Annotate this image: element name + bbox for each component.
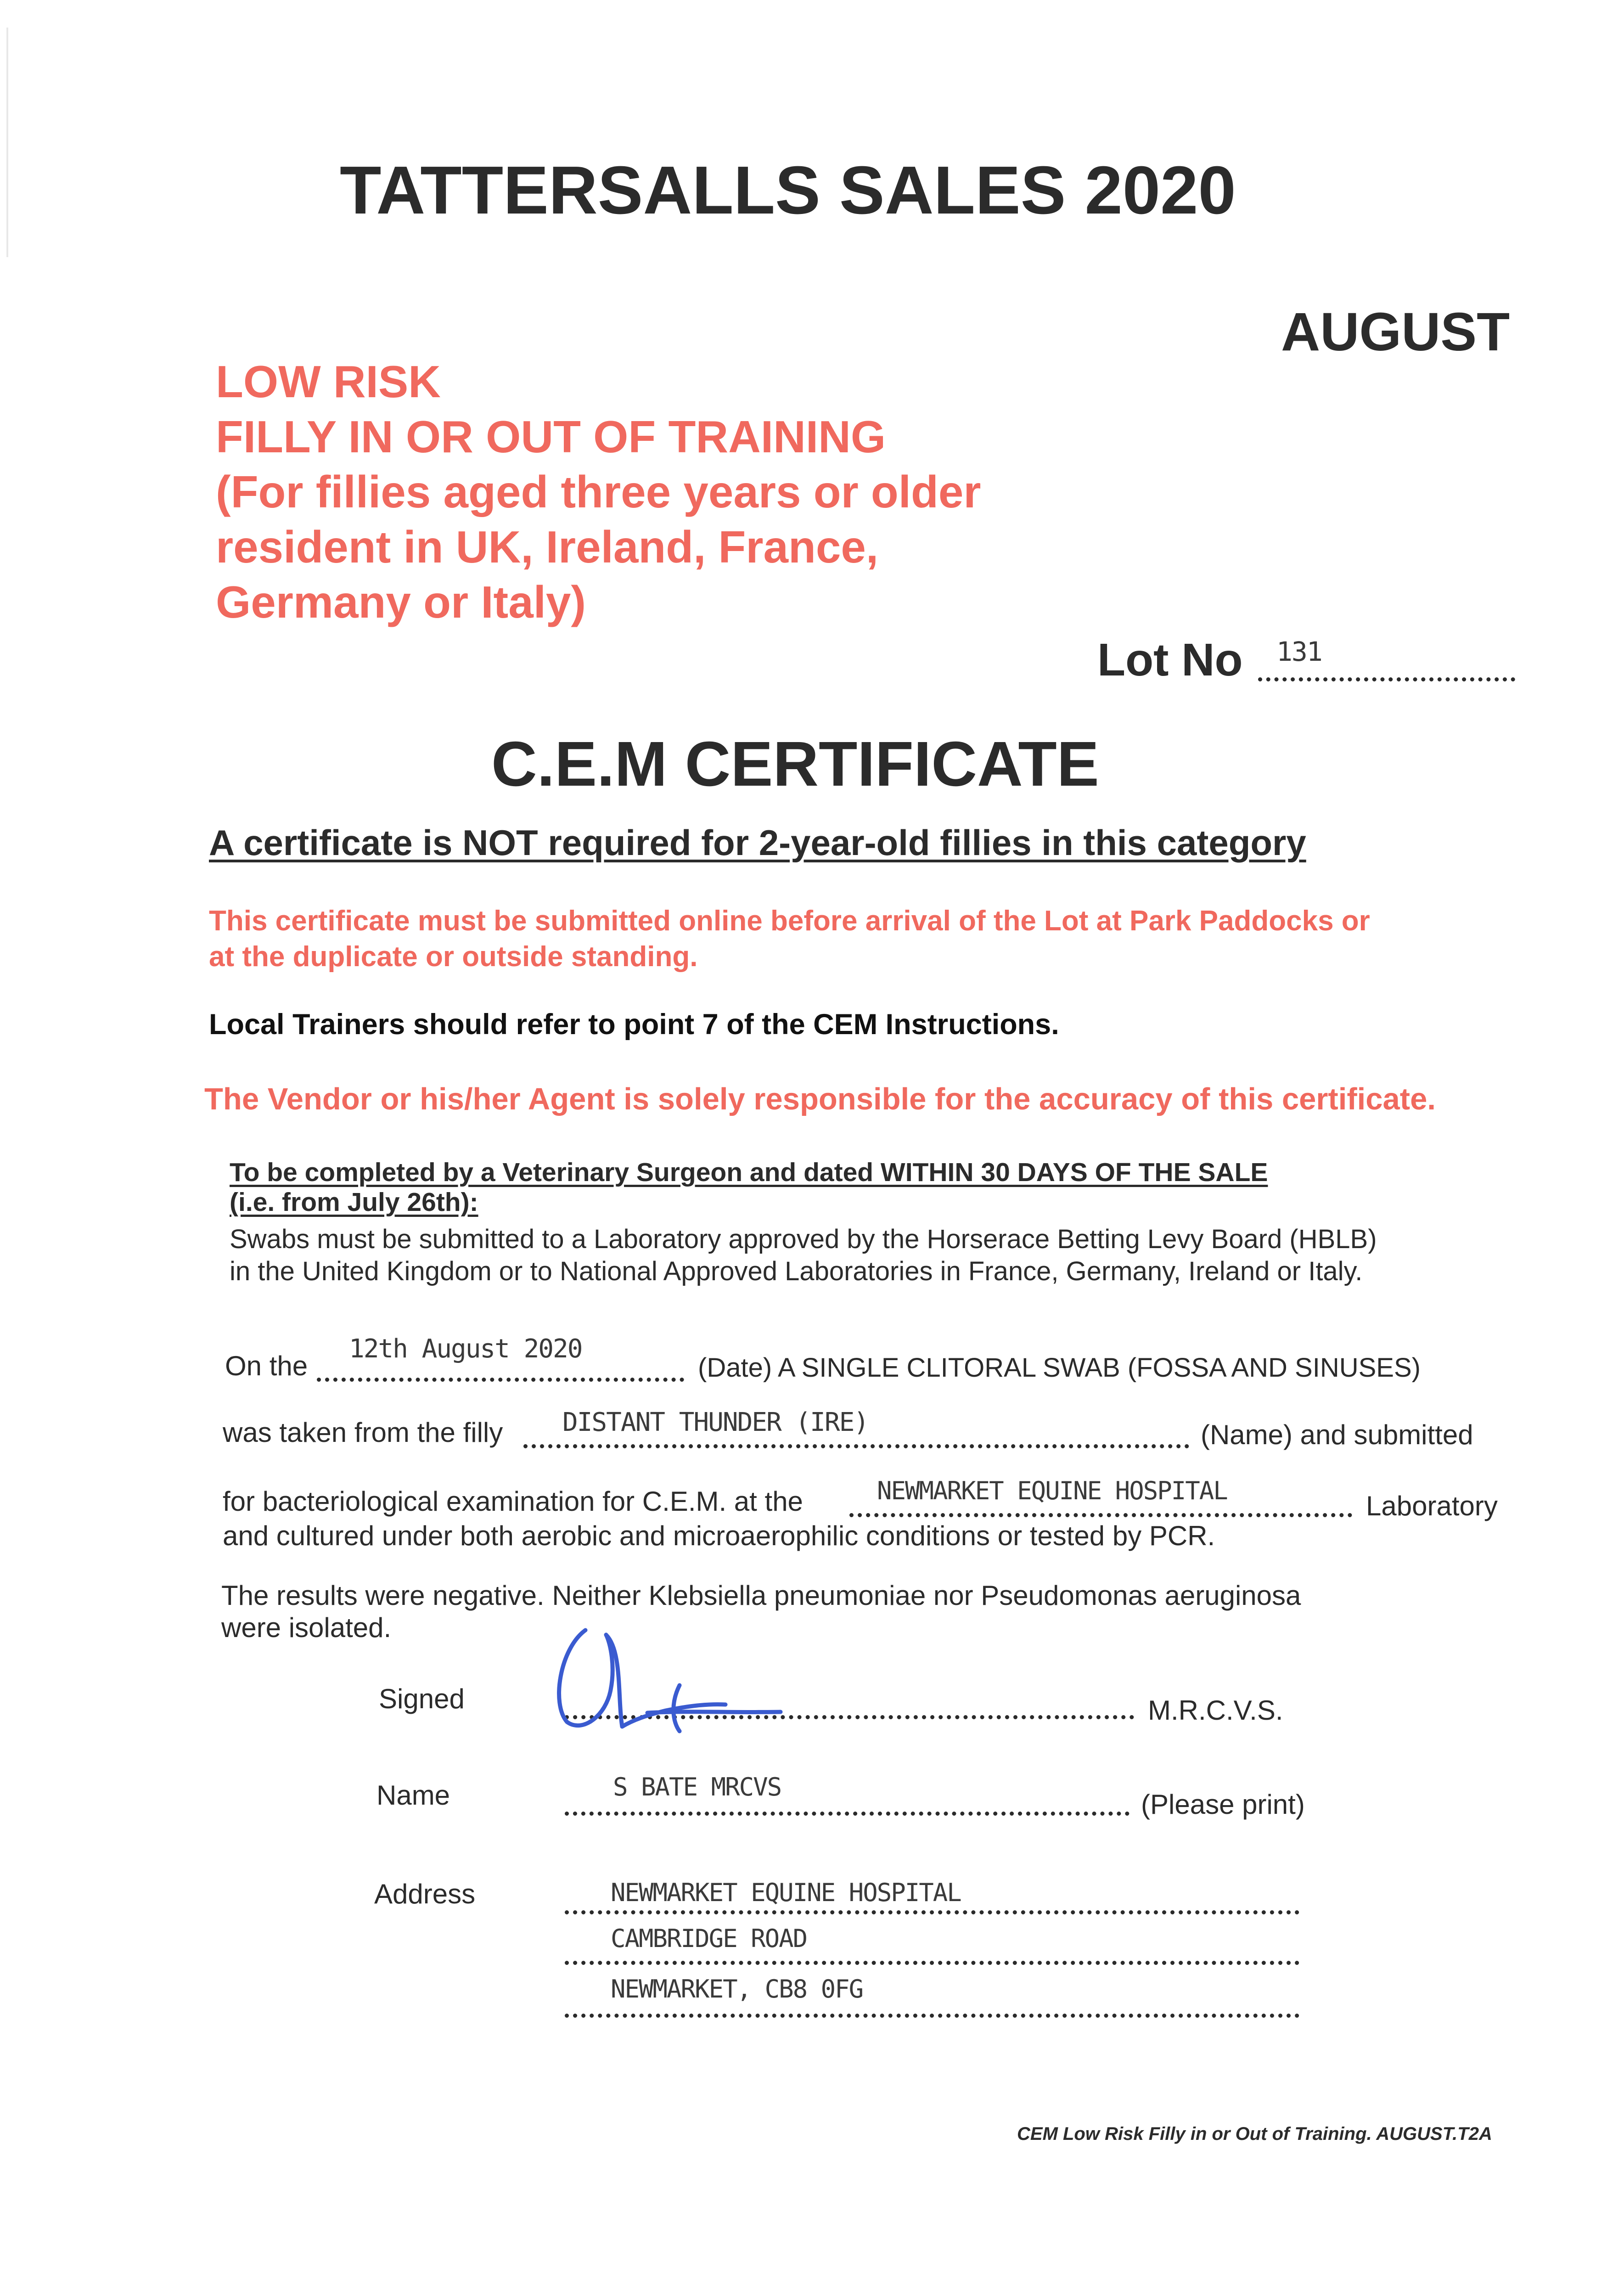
footer-form-reference: CEM Low Risk Filly in or Out of Training. AUGUST.T2A — [1017, 2124, 1492, 2144]
swab-instructions-line-2: in the United Kingdom or to National Approved Laboratories in France, Germany, Ireland or Italy. — [230, 1256, 1363, 1286]
address-line-2-dotted — [565, 1961, 1299, 1965]
lot-number-value: 131 — [1276, 636, 1322, 667]
name-label: Name — [376, 1780, 450, 1811]
address-line-3-dotted — [565, 2014, 1299, 2018]
results-line-1: The results were negative. Neither Klebsiella pneumoniae nor Pseudomonas aeruginosa — [221, 1580, 1301, 1611]
sale-month: AUGUST — [1281, 302, 1510, 362]
exam-prefix: for bacteriological examination for C.E.M. at the — [223, 1486, 803, 1517]
taken-from-label: was taken from the filly — [223, 1417, 503, 1448]
not-required-notice: A certificate is NOT required for 2-year-old fillies in this category — [209, 822, 1306, 863]
risk-line-2: FILLY IN OR OUT OF TRAINING — [216, 411, 886, 462]
results-line-2: were isolated. — [221, 1612, 392, 1643]
filly-name-value: DISTANT THUNDER (IRE) — [562, 1407, 869, 1437]
vet-name-value: S BATE MRCVS — [613, 1773, 781, 1801]
vendor-responsibility-note: The Vendor or his/her Agent is solely responsible for the accuracy of this certificate. — [204, 1082, 1436, 1116]
submit-online-line-2: at the duplicate or outside standing. — [209, 941, 698, 973]
risk-line-5: Germany or Italy) — [216, 577, 586, 627]
date-suffix: (Date) A SINGLE CLITORAL SWAB (FOSSA AND SINUSES) — [698, 1353, 1421, 1383]
vet-heading-line-1: To be completed by a Veterinary Surgeon and dated WITHIN 30 DAYS OF THE SALE — [230, 1158, 1268, 1187]
lot-number-label: Lot No — [1097, 634, 1243, 686]
name-dotted-line — [565, 1812, 1129, 1816]
date-dotted-line — [317, 1378, 684, 1382]
on-the-label: On the — [225, 1351, 308, 1381]
signed-label: Signed — [379, 1683, 465, 1714]
risk-line-3: (For fillies aged three years or older — [216, 467, 981, 517]
risk-line-1: LOW RISK — [216, 356, 441, 407]
date-value: 12th August 2020 — [349, 1334, 582, 1364]
swab-instructions-line-1: Swabs must be submitted to a Laboratory approved by the Horserace Betting Levy Board (HBLB) — [230, 1224, 1377, 1254]
submit-online-line-1: This certificate must be submitted online before arrival of the Lot at Park Paddocks or — [209, 905, 1370, 937]
address-line-3-value: NEWMARKET, CB8 0FG — [611, 1975, 863, 2003]
lot-number-dotted-line — [1258, 677, 1515, 681]
address-line-1-value: NEWMARKET EQUINE HOSPITAL — [611, 1878, 961, 1907]
filly-name-dotted-line — [523, 1444, 1189, 1448]
vet-heading-line-2: (i.e. from July 26th): — [230, 1187, 478, 1217]
cultured-conditions-line: and cultured under both aerobic and microaerophilic conditions or tested by PCR. — [223, 1520, 1215, 1551]
page-title: TATTERSALLS SALES 2020 — [340, 152, 1236, 228]
laboratory-value: NEWMARKET EQUINE HOSPITAL — [877, 1476, 1227, 1505]
certificate-title: C.E.M CERTIFICATE — [491, 729, 1099, 799]
signature-image — [542, 1616, 799, 1750]
address-line-2-value: CAMBRIDGE ROAD — [611, 1924, 807, 1953]
laboratory-dotted-line — [849, 1513, 1352, 1517]
local-trainers-note: Local Trainers should refer to point 7 of the CEM Instructions. — [209, 1008, 1059, 1041]
mrcvs-suffix: M.R.C.V.S. — [1148, 1695, 1283, 1726]
scan-edge-shadow — [6, 28, 8, 257]
address-label: Address — [374, 1879, 476, 1909]
laboratory-suffix: Laboratory — [1366, 1491, 1498, 1521]
address-line-1-dotted — [565, 1910, 1299, 1914]
risk-line-4: resident in UK, Ireland, France, — [216, 522, 879, 572]
name-submitted-suffix: (Name) and submitted — [1201, 1419, 1473, 1450]
please-print-suffix: (Please print) — [1141, 1789, 1305, 1820]
